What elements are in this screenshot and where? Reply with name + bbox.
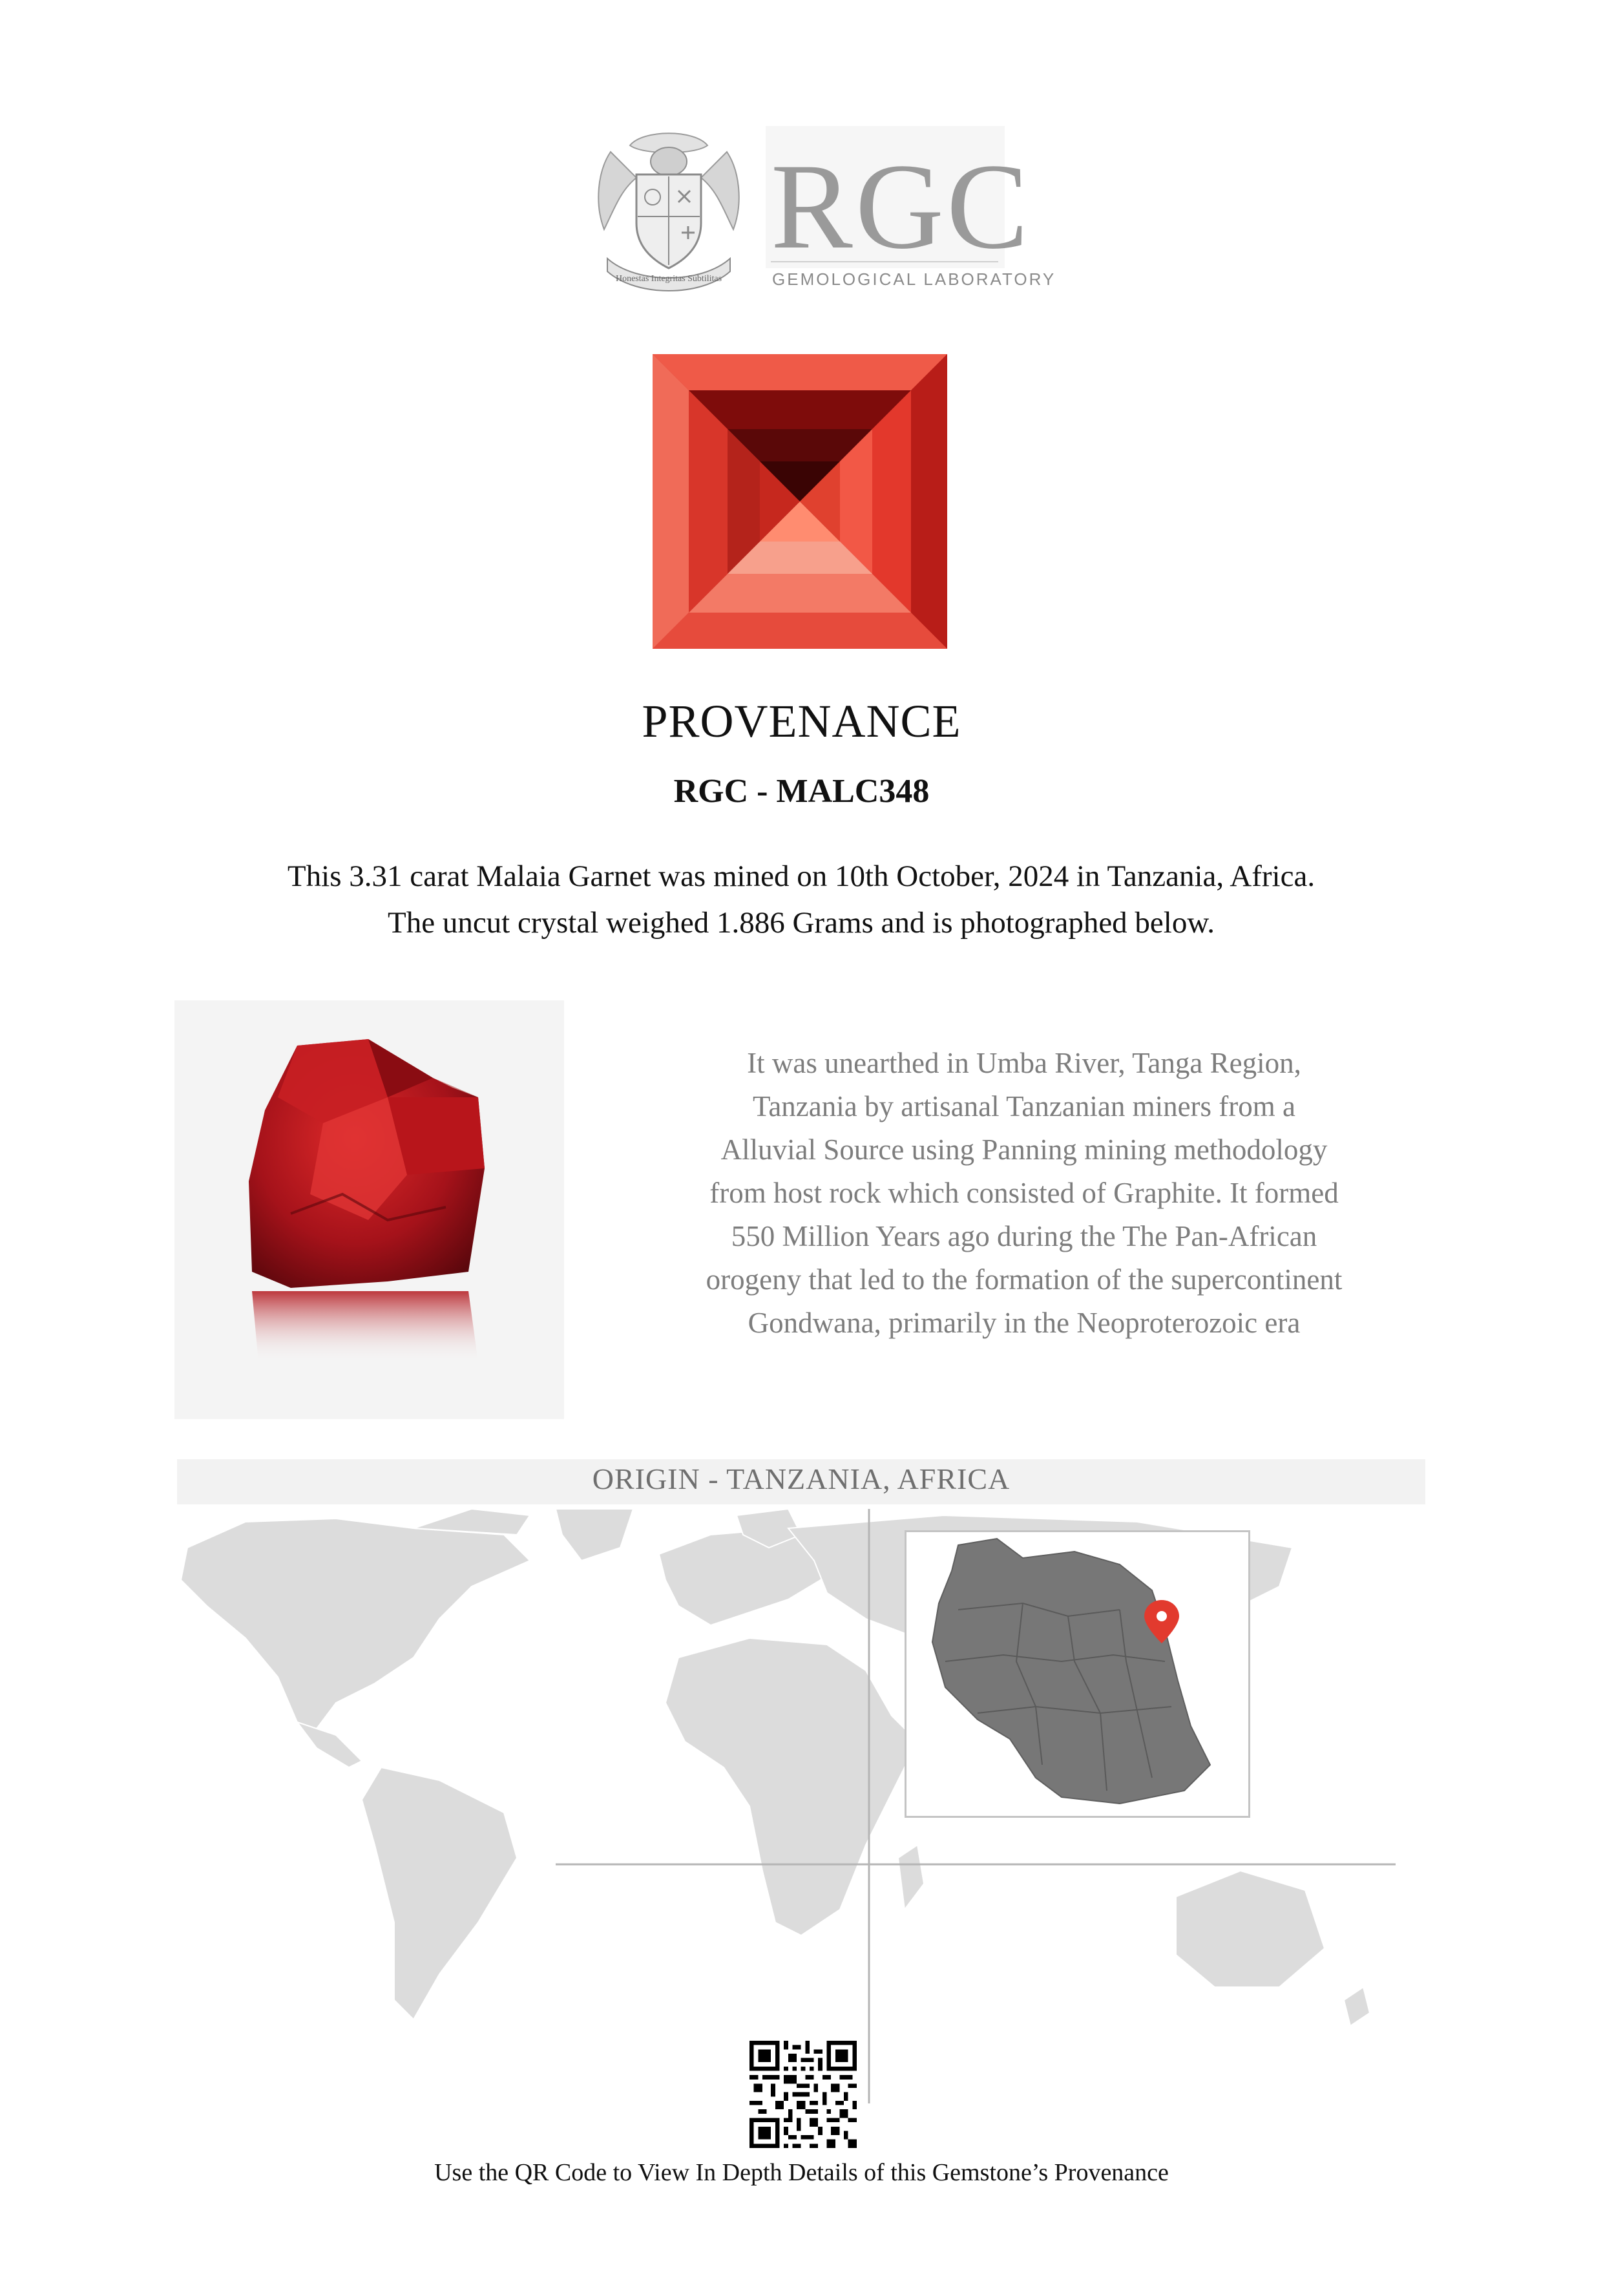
story-line: Alluvial Source using Panning mining methodology — [720, 1133, 1328, 1166]
qr-code-icon — [749, 2041, 857, 2148]
crest-icon — [598, 133, 739, 291]
story-line: Tanzania by artisanal Tanzanian miners from a — [752, 1090, 1295, 1122]
page-title: PROVENANCE — [642, 695, 961, 747]
logo-brand: RGC — [771, 139, 1031, 275]
rough-crystal-image — [174, 1000, 564, 1419]
cut-gemstone-image — [653, 354, 947, 649]
story-line: Gondwana, primarily in the Neoproterozoic era — [748, 1307, 1301, 1339]
story-line: from host rock which consisted of Graphite. It formed — [709, 1177, 1339, 1209]
story-line: 550 Million Years ago during the The Pan-African — [731, 1220, 1317, 1252]
tanzania-map-icon — [906, 1532, 1248, 1816]
qr-caption: Use the QR Code to View In Depth Details of this Gemstone’s Provenance — [434, 2159, 1169, 2186]
logo-subtitle: GEMOLOGICAL LABORATORY — [772, 269, 1056, 289]
crest-motto: Honestas Integritas Subtilitas — [615, 274, 722, 284]
certificate-code: RGC - MALC348 — [673, 773, 930, 810]
intro-line-1: This 3.31 carat Malaia Garnet was mined on 10th October, 2024 in Tanzania, Africa. — [287, 859, 1315, 893]
intro-paragraph — [168, 853, 1434, 946]
story-line: It was unearthed in Umba River, Tanga Region, — [747, 1047, 1301, 1079]
rough-crystal-icon — [174, 1000, 564, 1419]
provenance-story — [653, 1042, 1396, 1345]
tanzania-inset-map — [905, 1530, 1250, 1818]
rgc-logo — [591, 126, 1056, 300]
square-cut-gem-icon — [653, 354, 947, 649]
story-line: orogeny that led to the formation of the supercontinent — [706, 1263, 1343, 1296]
origin-label: ORIGIN - TANZANIA, AFRICA — [592, 1462, 1011, 1495]
qr-code[interactable] — [749, 2041, 857, 2148]
intro-line-2: The uncut crystal weighed 1.886 Grams and is photographed below. — [388, 906, 1215, 940]
